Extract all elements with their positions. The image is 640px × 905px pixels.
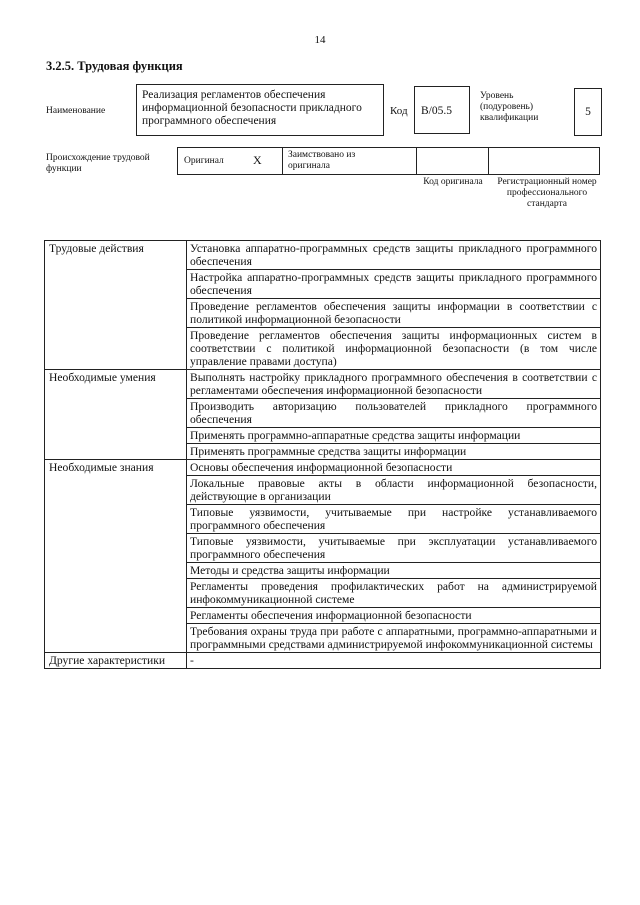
registration-number-caption: Регистрационный номер профессионального стандарта xyxy=(497,177,597,209)
labor-function-table xyxy=(44,240,601,669)
section-title: Необходимые знания xyxy=(45,460,187,653)
page-number: 14 xyxy=(314,34,326,46)
table-row xyxy=(45,653,601,669)
section-title: Необходимые умения xyxy=(45,370,187,460)
section-item: Типовые уязвимости, учитываемые при эксплуатации устанавливаемого программного обеспечения xyxy=(187,534,601,563)
table-body xyxy=(45,241,601,669)
table-row xyxy=(45,241,601,270)
name-label: Наименование xyxy=(46,106,106,116)
section-heading: 3.2.5. Трудовая функция xyxy=(46,59,183,73)
section-item: Выполнять настройку прикладного программного обеспечения в соответствии с регламентами обеспечения информационной безопасности xyxy=(187,370,601,399)
code-value: B/05.5 xyxy=(421,105,452,117)
section-item: Проведение регламентов обеспечения защиты информационных систем в соответствии с политикой информационной безопасности (в том числе управление правами доступа) xyxy=(187,328,601,370)
original-label: Оригинал xyxy=(184,156,224,166)
function-name-value: Реализация регламентов обеспечения информационной безопасности прикладного программного обеспечения xyxy=(142,89,362,127)
level-value: 5 xyxy=(585,106,591,118)
original-mark: X xyxy=(253,153,262,167)
section-title: Другие характеристики xyxy=(45,653,187,669)
section-item: Регламенты обеспечения информационной безопасности xyxy=(187,608,601,624)
origin-divider-1 xyxy=(282,147,283,175)
table-row xyxy=(45,370,601,399)
borrowed-label: Заимствовано из оригинала xyxy=(288,150,356,171)
section-item: Применять программно-аппаратные средства защиты информации xyxy=(187,428,601,444)
section-item: Методы и средства защиты информации xyxy=(187,563,601,579)
level-label: Уровень (подуровень) квалификации xyxy=(480,91,539,123)
section-item: Основы обеспечения информационной безопасности xyxy=(187,460,601,476)
section-item: Установка аппаратно-программных средств защиты прикладного программного обеспечения xyxy=(187,241,601,270)
code-label: Код xyxy=(390,105,408,117)
section-item: Регламенты проведения профилактических работ на администрируемой инфокоммуникационной системе xyxy=(187,579,601,608)
section-item: Настройка аппаратно-программных средств защиты прикладного программного обеспечения xyxy=(187,270,601,299)
section-item: Требования охраны труда при работе с аппаратными, программно-аппаратными и программными средствами администрируемой инфокоммуникационной системы xyxy=(187,624,601,653)
origin-divider-3 xyxy=(488,147,489,175)
section-item: Проведение регламентов обеспечения защиты информации в соответствии с политикой информационной безопасности xyxy=(187,299,601,328)
section-item: Типовые уязвимости, учитываемые при настройке устанавливаемого программного обеспечения xyxy=(187,505,601,534)
code-original-caption: Код оригинала xyxy=(423,177,483,187)
section-title: Трудовые действия xyxy=(45,241,187,370)
origin-label: Происхождение трудовой функции xyxy=(46,153,150,174)
section-item: Производить авторизацию пользователей прикладного программного обеспечения xyxy=(187,399,601,428)
section-item: Локальные правовые акты в области информационной безопасности, действующие в организации xyxy=(187,476,601,505)
section-item: - xyxy=(187,653,601,669)
code-box xyxy=(414,86,470,134)
origin-divider-2 xyxy=(416,147,417,175)
function-name-box xyxy=(136,84,384,136)
level-box xyxy=(574,88,602,136)
table-row xyxy=(45,460,601,476)
section-item: Применять программные средства защиты информации xyxy=(187,444,601,460)
